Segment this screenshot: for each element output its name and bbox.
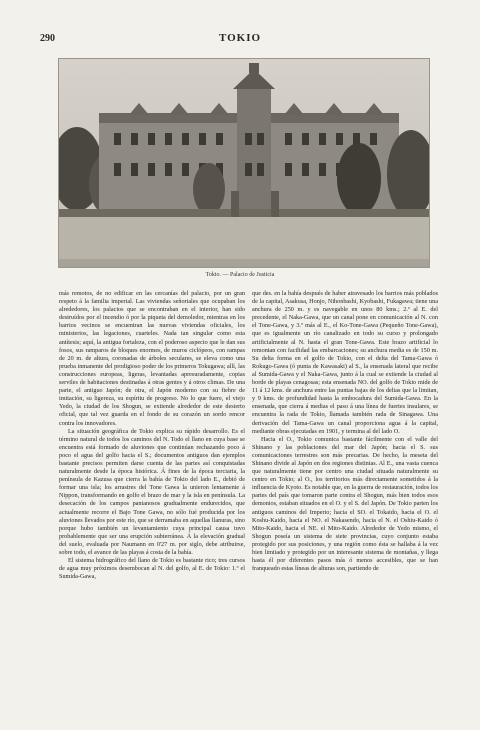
photo-tree-right: [337, 143, 381, 215]
running-title: TOKIO: [218, 32, 262, 44]
paragraph: El sistema hidrográfico del llano de Tokio es bastante rico; tres cursos de agua muy próximos desembocan al N. del golfo, al E. de Tokio: 1.º el Sumida-Gawa,: [59, 557, 245, 581]
paragraph: que des. en la bahía después de haber atravesado los barrios más poblados de la capital, Asakusa, Honjo, Nihonbashi, Kyobashi, Fukagawa; tiene una anchura de 250 m. y es navegable en unos 80 kms.; 2.º al E. del precedente, el Naka-Gawa, que un canal pone en comunicación al N. con el Tone-Gawa, y 3.º más al E., el Ko-Tone-Gawa (Pequeño Tone-Gawa), que es igualmente un río canalizado en todo su curso y prolongado artificialmente al N. hasta el gran Tone-Gawa. Este brazo artificial lo remontan con facilidad las embarcaciones; su anchura media es de 150 m. Su delta forma en el golfo de Tokio, con el delta del Tama-Gawa ó Rokugo-Gawa (ó punta de Kawasaki) al S., la ensenada lateral que recibe al Sumida-Gawa y el Naka-Gawa, junto á la cual se extiende la ciudad al borde de playas cenagosas; esta ensenada NO. del golfo de Tokio mide de 11 á 12 kms. de anchura entre las puntas bajas de los deltas que la limitan, y 9 kms. de profundidad hasta la embocadura del Sumida-Gawa. En la ensenada, que cierra á medias el paso á una línea de fuertes insulares, se encuentra la rada de Tokio, llamada también rada de Sinagawa. Una derivación del Tama-Gawa un canal proporciona agua á la capital, mediante obras ejecutadas en 1901, y termina al del lado O.: [252, 290, 438, 435]
text-column-right: [252, 290, 438, 708]
paragraph: La situación geográfica de Tokio explica su rápido desarrollo. Es el término natural de todos los caminos del N. Todo el llano en cuya base se encuentra está formado de aluviones que continúan rechazando poco á poco el agua del golfo hacia el S.; documentos antiguos dan ejemplos bastante precisos permiten darse cuenta de las partes así conquistadas naturalmente desde la época histórica. Á fines de la época terciaria, la península de Kazusa que cierra la bahía de Tokio del lado E., debió de formar una isla; los arrastres del Tone Gawa la unieron lentamente á Nippon, transformando en golfo el brazo de mar y la isla en península. La desecación de los campos pantanosos gradualmente endurecidos, que actualmente recorre el Bajo Tone Gawa, no sólo fué producida por los aluviones llevados por este río, que se derramaba en aquellas llanuras, sino porque hubo también un levantamiento cuya principal causa tuvo probablemente que ser una erupción subterránea. Á la elevación gradual del suelo, evaluada por Naumann en 0'27 m. por siglo, debe atribuirse, sobre todo, el avance de las playas á costa de la bahía.: [59, 427, 245, 556]
paragraph: más remotos, de no edificar en las cercanías del palacio, por un gran respeto á la familia imperial. Las viviendas señoriales que ocupaban los alrededores, los palacios que se encontraban en el interior, han sido destruídos por el incendio ó por la piqueta del demoledor, mientras en los barrios vecinos se encuentran las nuevas viviendas oficiales, los ministerios, las legaciones, cuarteles. Nada tan singular como esta antítesis; aquí, la antigua fortaleza, con el poderoso aspecto que le dan sus fosos, sus ramparos de bloques enormes, de muros ciclópeos, con rampas de 20 m. de altura, coronadas de árboles seculares, se eleva como una prueba inmanente del prodigioso poder de los primeros Tokugawa; allí, las construcciones europeas, ligeras, levantadas apresuradamente, copias serviles de habitaciones destinadas á otras gentes y á otros climas. De una parte, el antiguo Japón; de otra, el Japón moderno con su fiebre de imitación, su ligereza, su espíritu de progreso. No lo que fuere, el viejo Yedo, la ciudad de los Shogun, se extiende alrededor de este desierto oficial, que tal vez guarda en el fondo de su corazón un sordo rencor contra los innovadores.: [59, 290, 245, 427]
page-number: 290: [40, 33, 55, 44]
photo-illustration: [59, 59, 429, 267]
photo-caption: Tokio. — Palacio de Justicia: [205, 272, 275, 278]
paragraph: Hacia el O., Tokio comunica bastante fácilmente con el valle del Shinano y las poblaciones del mar del Japón; hacia el S. sus comunicaciones terrestres son más precarias. De hecho, la meseta del Shinano divide al Japón en dos regiones distintas. Al E., una vasta cuenca que naturalmente tiene por centro una ciudad situada naturalmente su centro en Tokio; al O., los territorios más directamente sometidos á la influencia de Kyoto. Es notable que, en la guerra de restauración, todos los partes del país que tomaron parte contra el Shogun, más bien todos esos demonios, estaban situados en el O. y el S. del Japón. De Tokio parten los antiguos caminos del Imperio; hacia el SO. el Tokaido, hacia el O. el Koshu-Kaido, hacia el NO. el Nakasendo, hacia el N. el Oshiu-Kaido ó Mito-Kaido, hacia el NE. el Mito-Kaido. Alrededor de Yedo mismo, el Shogun poseía un sistema de siete provincias, cuyo conjunto estaba protegido por sus posiciones, y una región como ésta se hallaba á la vez bien limitado y protegido por un interesante sistema de montañas, y llega hasta él por diferentes pasos más ó menos accesibles, que se han franqueado estas líneas de alturas son, partiendo de: [252, 435, 438, 573]
palace-photograph: [58, 58, 430, 268]
text-column-left: [59, 290, 245, 708]
photo-gate-post: [231, 191, 239, 221]
photo-fence: [59, 209, 429, 217]
photo-central-tower: [237, 87, 271, 213]
